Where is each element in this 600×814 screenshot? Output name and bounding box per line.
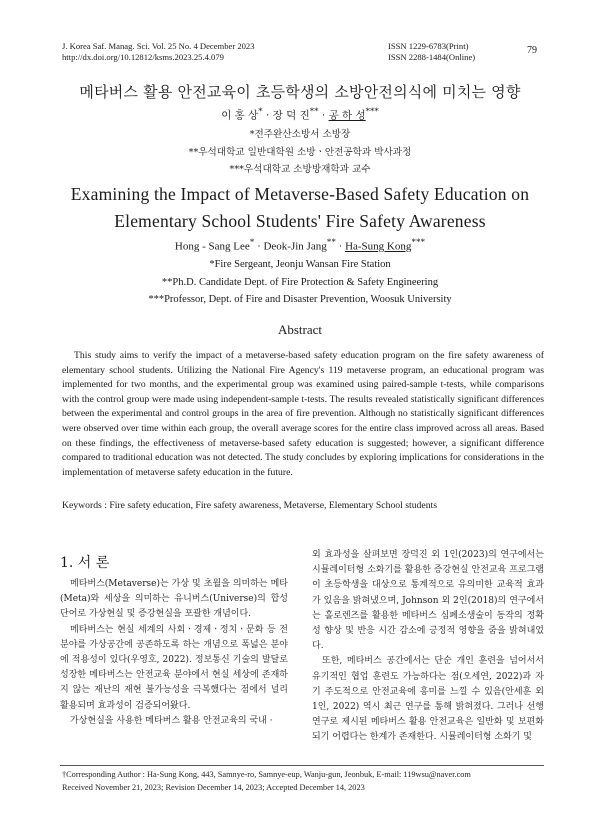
author-separator: · [254, 240, 264, 253]
korean-authors [0, 107, 600, 123]
english-affiliation-1: *Fire Sergeant, Jeonju Wansan Fire Station [209, 259, 391, 270]
korean-affiliation-1: *전주완산소방서 소방장 [249, 129, 351, 140]
korean-title: 메타버스 활용 안전교육이 초등학생의 소방안전의식에 미치는 영향 [79, 83, 521, 101]
english-title-line-2: Elementary School Students' Fire Safety Awareness [114, 211, 486, 231]
english-affiliation-2: **Ph.D. Candidate Dept. of Fire Protection & Safety Engineering [161, 277, 439, 288]
corresponding-author-note: †Corresponding Author : Ha-Sung Kong, 443, Samnye-ro, Samnye-eup, Wanju-gun, Jeonbuk, E-mail: 119wsu@naver.com [62, 770, 471, 779]
author-separator: · [335, 240, 346, 253]
english-author-2-mark: ** [326, 237, 336, 247]
paragraph: 메타버스(Metaverse)는 가상 및 초월을 의미하는 메타(Meta)와 세상을 의미하는 유니버스(Universe)의 합성 단어로 가상현실 및 증강현실을 포괄한 개념이다. [60, 579, 288, 620]
english-author-2: Deok-Jin Jang [263, 240, 327, 253]
abstract-body: This study aims to verify the impact of a metaverse-based safety education program on the fire safety awareness of elementary school students. Utilizing the National Fire Agency's 119 metaverse program, an educational program was implemented for two months, and the experimental group was examined using paired-sample t-tests, while comparisons with the control group were made using independent-sample t-tests. The results revealed statistically significant differences between the experimental and control groups in the area of fire prevention. Although no statistically significant differences were observed over time within each group, the overall average scores for the entire class improved across all areas. Based on these findings, the effectiveness of metaverse-based safety education is suggested; however, a significant difference compared to traditional education was not detected. The study concludes by exploring implications for considerations in the implementation of metaverse safety education in the future. [62, 350, 544, 478]
journal-citation: J. Korea Saf. Manag. Sci. Vol. 25 No. 4 December 2023 [62, 41, 255, 51]
english-affiliation-3: ***Professor, Dept. of Fire and Disaster Prevention, Woosuk University [148, 294, 452, 305]
korean-author-3: 공 하 성 [328, 109, 366, 122]
doi-link[interactable]: http://dx.doi.org/10.12812/ksms.2023.25.4.079 [62, 52, 224, 62]
body-column-right [312, 548, 544, 746]
paragraph: 또한, 메타버스 공간에서는 단순 개인 훈련을 넘어서서 유기적인 협업 훈련도 가능하다는 점(오세연, 2022)과 자기 주도적으로 안전교육에 흥미를 느낄 수 있음(안세훈 외 1인, 2022) 역시 최근 연구를 통해 밝혀졌다. 그러나 선행연구로 제시된 메타버스 활용 안전교육은 일반화 및 보편화되기 어렵다는 한계가 존재한다. 시뮬레이터형 소화기 및 [312, 656, 544, 743]
received-dates: Received November 21, 2023; Revision December 14, 2023; Accepted December 14, 2023 [62, 783, 365, 792]
abstract-heading: Abstract [277, 322, 323, 337]
english-author-3-mark: *** [411, 237, 426, 247]
korean-author-1-mark: * [258, 107, 263, 117]
korean-author-3-mark: *** [365, 107, 379, 117]
english-author-1-mark: * [249, 237, 255, 247]
footnote-divider [60, 765, 544, 766]
issn-print: ISSN 1229-6783(Print) [388, 41, 469, 51]
english-title-line-1: Examining the Impact of Metaverse-Based Safety Education on [70, 184, 530, 204]
korean-affiliation-2: **우석대학교 일반대학원 소방ㆍ안전공학과 박사과정 [188, 147, 412, 158]
korean-author-2-mark: ** [309, 107, 319, 117]
paragraph: 가상현실을 사용한 메타버스 활용 안전교육의 국내 · [70, 715, 273, 726]
page-number: 79 [527, 45, 537, 56]
author-separator: · [262, 109, 273, 122]
english-author-1: Hong - Sang Lee [174, 240, 250, 253]
english-author-3: Ha-Sung Kong [345, 240, 412, 253]
issn-online: ISSN 2288-1484(Online) [388, 52, 476, 62]
korean-author-1: 이 홍 상 [221, 109, 259, 122]
english-authors [0, 237, 600, 253]
running-header-left [62, 41, 255, 63]
running-header-right [388, 41, 475, 63]
korean-affiliation-3: ***우석대학교 소방방재학과 교수 [229, 164, 371, 175]
author-separator: · [318, 109, 329, 122]
paragraph: 메타버스는 현실 세계의 사회ㆍ경제ㆍ정치ㆍ문화 등 전 분야를 가상공간에 공존하도록 하는 개념으로 폭넓은 분야에 적용성이 있다(우영호, 2022). 정보통신 기술의 발달로 성장한 메타버스는 안전교육 분야에서 현실 세상에 존재하지 않는 재난의 재현 불가능성을 극복했다는 점에서 널리 활용되며 효과성이 검증되어왔다. [60, 624, 288, 711]
paragraph: 외 효과성을 살펴보면 장덕진 외 1인(2023)의 연구에서는 시뮬레이터형 소화기를 활용한 증강현실 안전교육 프로그램이 초등학생을 대상으로 통계적으로 유의미한 교육적 효과가 있음을 밝혀냈으며, Johnson 외 2인(2018)의 연구에서는 홀로렌즈를 활용한 메타버스 심폐소생술이 동작의 정확성 향상 및 반응 시간 감소에 긍정적 영향을 줌을 밝혀내었다. [312, 550, 544, 652]
keywords: Keywords : Fire safety education, Fire safety awareness, Metaverse, Elementary School students [62, 500, 438, 511]
section-title-introduction: 1. 서 론 [60, 555, 110, 571]
body-column-left [60, 577, 288, 729]
korean-author-2: 장 덕 진 [272, 109, 310, 122]
